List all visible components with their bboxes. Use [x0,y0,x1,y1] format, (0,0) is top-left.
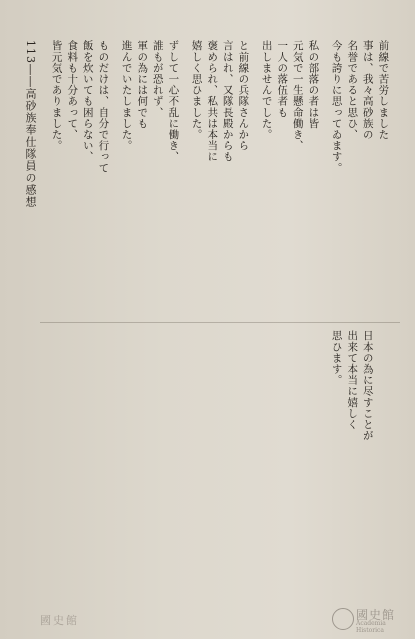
footer-stamp: 國史館 [40,614,79,627]
text-column: 日本の為に尽すことが 出来て本当に嬉しく 思ひます。 [330,330,374,441]
text-column: ものだけは、自分で行って 飯を炊いても困らない、 食料も十分あって、 皆元気でありました。 [50,40,110,174]
text-column: 私の部落の者は皆 元気で一生懸命働き、 一人の落伍者も 出しませんでした。 [260,40,320,151]
section-divider [40,322,400,323]
seal-icon [332,608,354,630]
page-header: 113――高砂族奉仕隊員の感想 [24,40,37,208]
text-column: ずして一心不乱に働き、 誰もが恐れず、 軍の為には何でも 進んでいたしました。 [120,40,180,163]
text-column: と前線の兵隊さんから 言はれ、又隊長殿からも 褒められ、私共は本当に 嬉しく思ひました。 [190,40,250,163]
stamp-subtitle: Academia Historica [356,620,386,634]
text-column: 前線で苦労しました 事は、我々高砂族の 名誉であると思ひ、 今も誇りに思ってゐます。 [330,40,390,174]
stamp-title: 國史館 [356,608,396,622]
archive-stamp [332,604,408,632]
